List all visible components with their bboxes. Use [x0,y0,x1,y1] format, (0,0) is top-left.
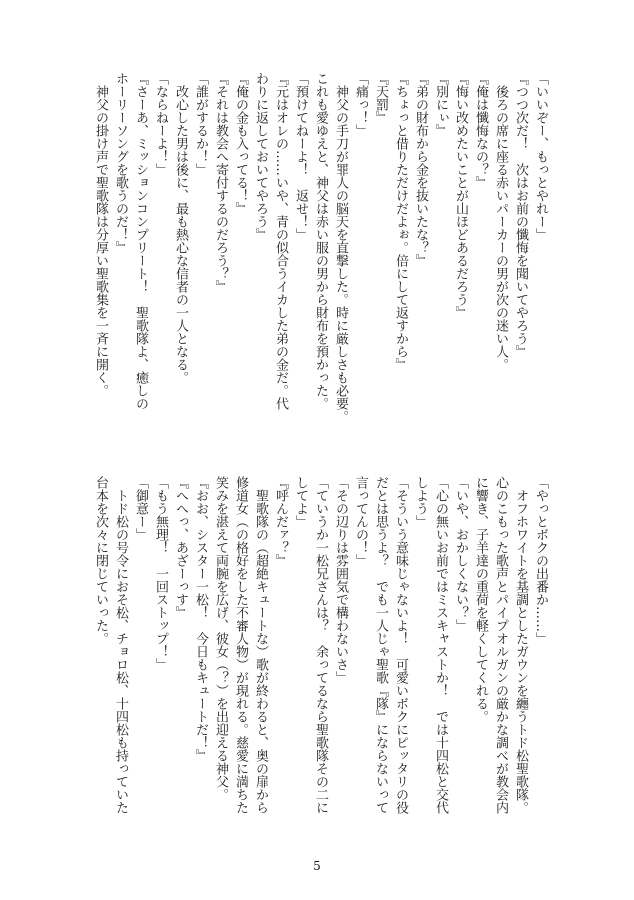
text-column: 「預けてねーよ！ 返せ！」 [293,72,308,241]
text-column: 「その辺りは雰囲気で構わないさ」 [333,476,348,684]
text-column: 『呼んだァ？』 [273,476,288,567]
text-column: 心のこもった歌声とパイプオルガンの厳かな調べが教会内 [493,476,508,814]
text-column: 「やっとボクの出番か……」 [533,476,548,645]
text-column: しよう」 [413,476,428,528]
text-column: 「心の無いお前ではミスキャストか！ では十四松と交代 [433,476,448,814]
text-column: 「ならねーよ！」 [153,72,168,176]
text-column: 笑みを湛えて両腕を広げ、彼女（？）を出迎える神父。 [213,476,228,801]
text-column: 「御意ー」 [133,476,148,541]
text-column: 『おお、シスター一松！ 今日もキュートだ！』 [193,476,208,762]
text-column: 『それは教会へ寄付するのだろう？』 [213,72,228,293]
text-column: 「そういう意味じゃないよ！ 可愛いボクにピッタリの役 [393,476,408,814]
text-column: 改心した男は後に、最も熱心な信者の一人となる。 [173,72,188,384]
text-column: 『悔い改めたいことが山ほどあるだろう』 [453,72,468,319]
text-column: 聖歌隊の（超絶キュートな）歌が終わると、奥の扉から [253,476,268,814]
text-column: オフホワイトを基調としたガウンを纏うトド松聖歌隊。 [513,476,528,814]
text-column: 「いや、おかしくない？」 [453,476,468,632]
text-column: これも愛ゆえと、神父は赤い服の男から財布を預かった。 [313,72,328,410]
text-column: 「いいぞー、もっとやれー」 [533,72,548,241]
text-column: に響き、子羊達の重荷を軽くしてくれる。 [473,476,488,723]
text-column: 後ろの席に座る赤いパーカーの男が次の迷い人。 [493,72,508,371]
text-column: わりに返しておいてやろう』 [253,72,268,241]
text-column: だとは思うよ？ でも一人じゃ聖歌『隊』にならないって [373,476,388,814]
text-column: 『弟の財布から金を抜いたな？』 [413,72,428,267]
text-column: 『天罰』 [373,72,388,124]
text-column: してよ」 [293,476,308,528]
text-column: 「ていうか一松兄さんは？ 余ってるなら聖歌隊その二に [313,476,328,814]
text-column: 『ちょっと借りただけだよぉ。倍にして返すから』 [393,72,408,371]
text-column: 『俺の金も入ってる！』 [233,72,248,215]
text-column: 『俺は懺悔なの？』 [473,72,488,189]
text-column: 神父の手刀が罪人の脳天を直撃した。時に厳しさも必要。 [333,72,348,423]
text-column: 『別にぃ』 [433,72,448,137]
text-column: 修道女（の格好をした不審人物）が現れる。慈愛に満ちた [233,476,248,814]
text-column: 「痛っ！」 [353,72,368,137]
text-column: ホーリーソングを歌うのだ！』 [113,72,128,254]
text-column: 『へへっ、あざーっす』 [173,476,188,619]
text-column: 「誰がするか！」 [193,72,208,176]
text-column: 神父の掛け声で聖歌隊は分厚い聖歌集を一斉に開く。 [93,72,108,397]
text-column: 言ってんの！」 [353,476,368,567]
text-column: 「もう無理！ 一回ストップ！」 [153,476,168,671]
page-number: 5 [313,859,321,873]
text-column: 『さーあ、ミッションコンプリート！ 聖歌隊よ、癒しの [133,72,148,410]
text-block-top [90,72,550,434]
text-column: 『つつ次だ！ 次はお前の懺悔を聞いてやろう』 [513,72,528,358]
text-column: 台本を次々に閉じていった。 [93,476,108,645]
text-column: トド松の号令におそ松、チョロ松、十四松も持っていた [113,476,128,814]
text-column: 『元はオレの……いや、青の似合うイカした弟の金だ。代 [273,72,288,410]
text-block-bottom [90,476,550,838]
